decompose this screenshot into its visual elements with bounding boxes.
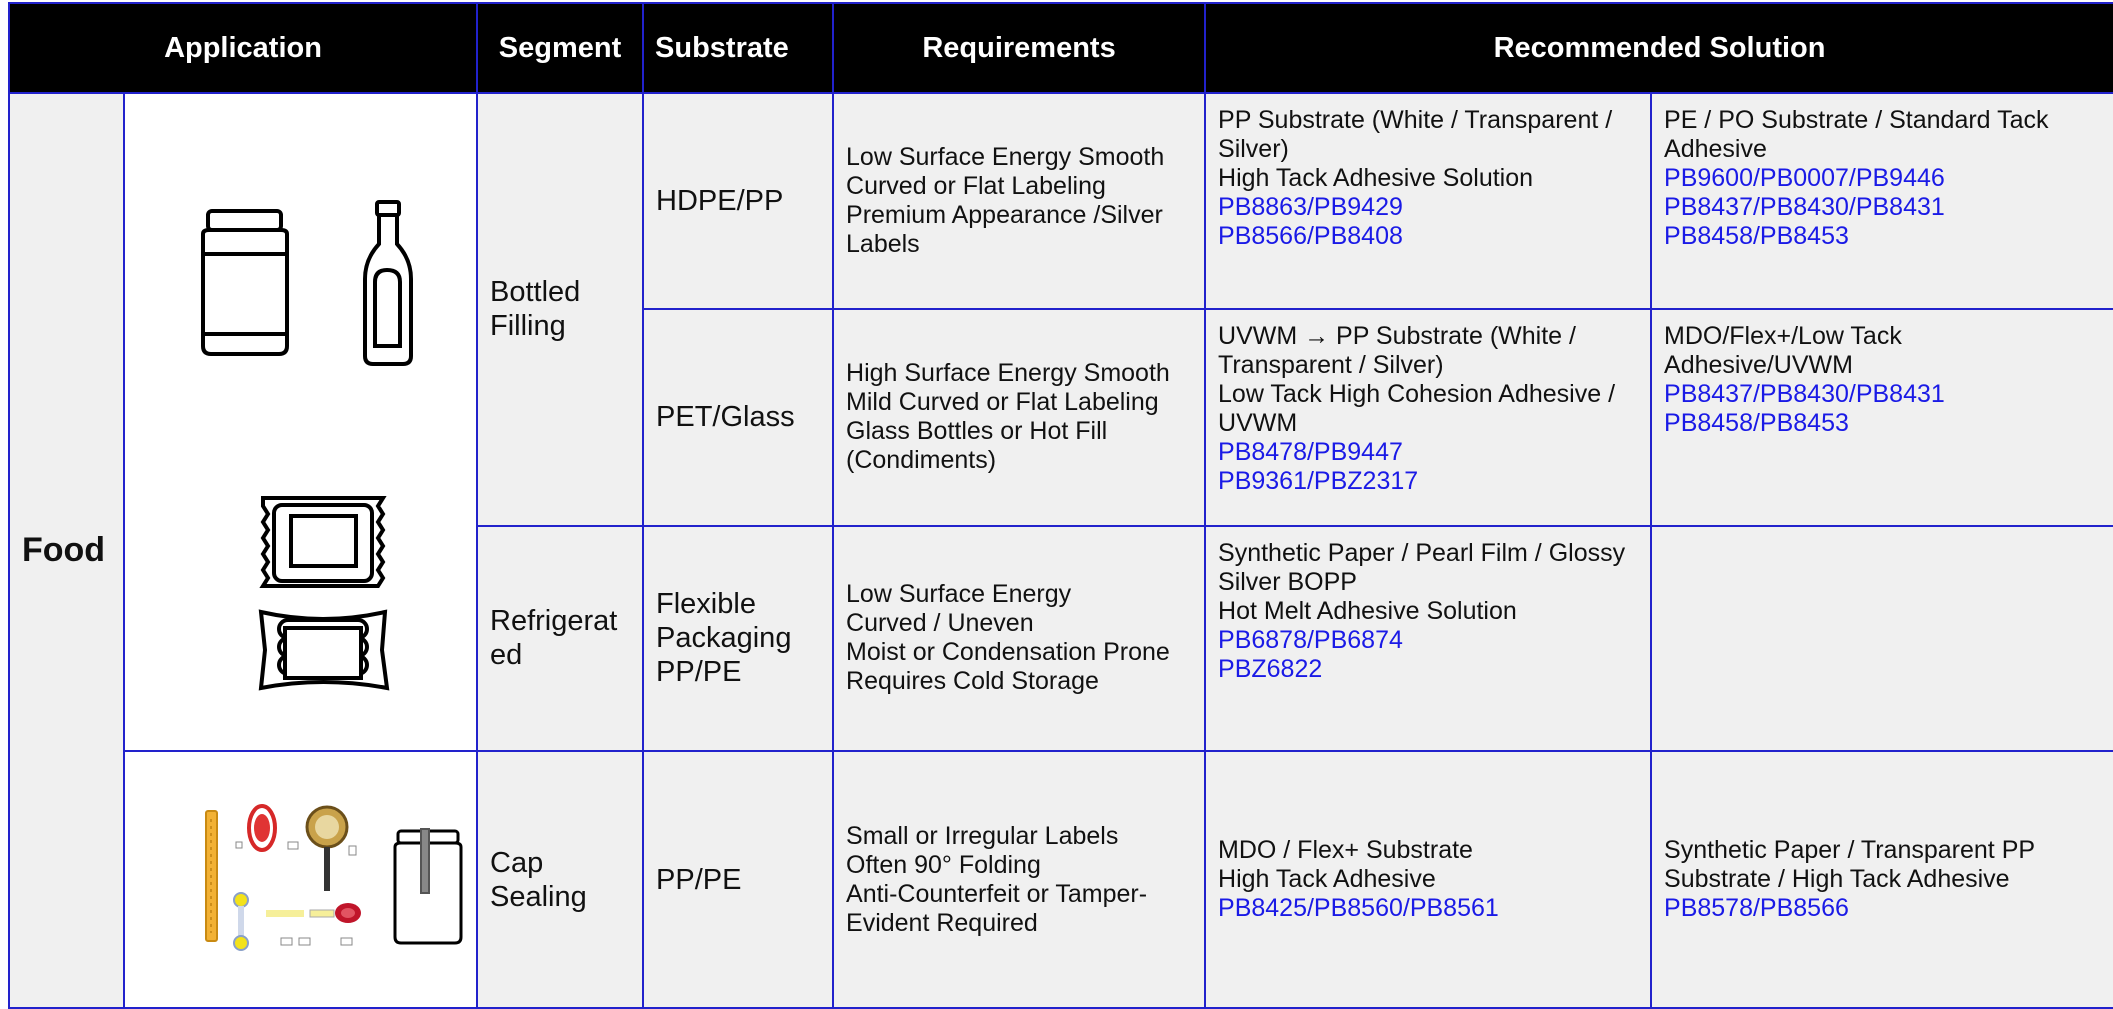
requirements-cell [833, 751, 1205, 1008]
substrate-label: Packaging [656, 622, 792, 655]
requirement-line: Evident Required [846, 908, 1038, 937]
solution-text: Adhesive/UVWM [1664, 351, 1853, 380]
requirement-line: (Condiments) [846, 446, 997, 475]
solution-text: Silver BOPP [1218, 567, 1357, 596]
substrate-pp-pe: PP/PE [643, 751, 833, 1008]
solution-text: PE / PO Substrate / Standard Tack [1664, 106, 2049, 134]
table-row [9, 93, 2113, 309]
solution-text: UVWM → PP Substrate (White / [1218, 322, 1576, 351]
segment-cap-sealing [477, 751, 643, 1008]
food-packaging-illustrations [125, 94, 474, 750]
requirement-line: Glass Bottles or Hot Fill [846, 417, 1108, 446]
application-matrix-table [8, 2, 2113, 1009]
segment-label: ed [490, 639, 523, 672]
category-cell: Food [9, 93, 124, 1008]
solution-a-cell [1205, 93, 1651, 309]
header-recommended-solution: Recommended Solution [1205, 3, 2113, 93]
segment-label: Cap [490, 846, 544, 879]
solution-text: Low Tack High Cohesion Adhesive / [1218, 380, 1616, 409]
cap-seal-labels-image [206, 806, 361, 950]
product-code: PB8458/PB8453 [1664, 222, 1849, 250]
header-requirements: Requirements [833, 3, 1205, 93]
product-code: PB9600/PB0007/PB9446 [1664, 164, 1945, 192]
segment-label: Refrigerat [490, 605, 618, 638]
solution-text: Silver) [1218, 135, 1289, 163]
sealed-jar-icon [395, 829, 461, 943]
requirement-line: Small or Irregular Labels [846, 821, 1119, 850]
header-application: Application [9, 3, 477, 93]
application-images-food [124, 93, 477, 751]
cap-sealing-illustrations [125, 753, 474, 1006]
segment-bottled-filling [477, 93, 643, 526]
requirement-line: Moist or Condensation Prone [846, 638, 1170, 667]
header-segment: Segment [477, 3, 643, 93]
table-row [9, 751, 2113, 1008]
header-row [9, 3, 2113, 93]
product-code: PB8478/PB9447 [1218, 438, 1403, 467]
solution-b-cell [1651, 93, 2113, 309]
wrapped-snack-icon [261, 612, 387, 688]
substrate-label: Flexible [656, 588, 756, 621]
requirement-line: Labels [846, 230, 920, 259]
segment-refrigerated [477, 526, 643, 751]
requirement-line: Anti-Counterfeit or Tamper- [846, 879, 1148, 908]
solution-b-cell-empty [1651, 526, 2113, 751]
header-substrate: Substrate [643, 3, 833, 93]
product-code: PB8437/PB8430/PB8431 [1664, 193, 1945, 221]
requirement-line: High Surface Energy Smooth [846, 359, 1170, 388]
solution-a-cell [1205, 309, 1651, 525]
solution-text: High Tack Adhesive Solution [1218, 164, 1534, 192]
substrate-hdpe-pp: HDPE/PP [643, 93, 833, 309]
solution-text: Hot Melt Adhesive Solution [1218, 596, 1517, 625]
solution-text: Transparent / Silver) [1218, 351, 1444, 380]
product-code: PB8566/PB8408 [1218, 222, 1403, 250]
requirement-line: Low Surface Energy Smooth [846, 143, 1165, 172]
solution-b-cell [1651, 309, 2113, 525]
requirement-line: Often 90° Folding [846, 850, 1041, 879]
requirement-line: Requires Cold Storage [846, 667, 1099, 696]
product-code: PB8425/PB8560/PB8561 [1218, 894, 1499, 922]
solution-text: UVWM [1218, 409, 1298, 438]
solution-b-cell [1651, 751, 2113, 1008]
requirement-line: Curved / Uneven [846, 609, 1034, 638]
solution-text: High Tack Adhesive [1218, 865, 1436, 893]
solution-text: MDO / Flex+ Substrate [1218, 836, 1473, 864]
segment-label: Sealing [490, 880, 587, 913]
solution-text: Synthetic Paper / Transparent PP [1664, 836, 2036, 864]
product-code: PB8437/PB8430/PB8431 [1664, 380, 1945, 409]
solution-text: Adhesive [1664, 135, 1767, 163]
product-code: PBZ6822 [1218, 654, 1323, 683]
solution-text: PP Substrate (White / Transparent / [1218, 106, 1613, 134]
solution-a-cell [1205, 751, 1651, 1008]
requirements-cell [833, 93, 1205, 309]
requirement-line: Low Surface Energy [846, 580, 1072, 609]
product-code: PB9361/PBZ2317 [1218, 467, 1419, 496]
solution-text: Synthetic Paper / Pearl Film / Glossy [1218, 538, 1626, 567]
jar-icon [203, 211, 287, 354]
bottle-icon [365, 202, 411, 364]
application-images-cap-sealing [124, 751, 477, 1008]
product-code: PB8578/PB8566 [1664, 894, 1849, 922]
product-code: PB8458/PB8453 [1664, 409, 1849, 438]
substrate-pet-glass: PET/Glass [643, 309, 833, 525]
solution-text: Substrate / High Tack Adhesive [1664, 865, 2010, 893]
requirement-line: Curved or Flat Labeling [846, 172, 1106, 201]
solution-a-cell [1205, 526, 1651, 751]
product-code: PB6878/PB6874 [1218, 625, 1403, 654]
product-code: PB8863/PB9429 [1218, 193, 1403, 221]
substrate-flexible-packaging [643, 526, 833, 751]
substrate-label: PP/PE [656, 656, 742, 689]
segment-label: Bottled Filling [490, 276, 581, 343]
sachet-icon [263, 498, 383, 586]
requirements-cell [833, 309, 1205, 525]
solution-text: MDO/Flex+/Low Tack [1664, 322, 1902, 351]
requirement-line: Premium Appearance /Silver [846, 201, 1163, 230]
requirements-cell [833, 526, 1205, 751]
requirement-line: Mild Curved or Flat Labeling [846, 388, 1159, 417]
